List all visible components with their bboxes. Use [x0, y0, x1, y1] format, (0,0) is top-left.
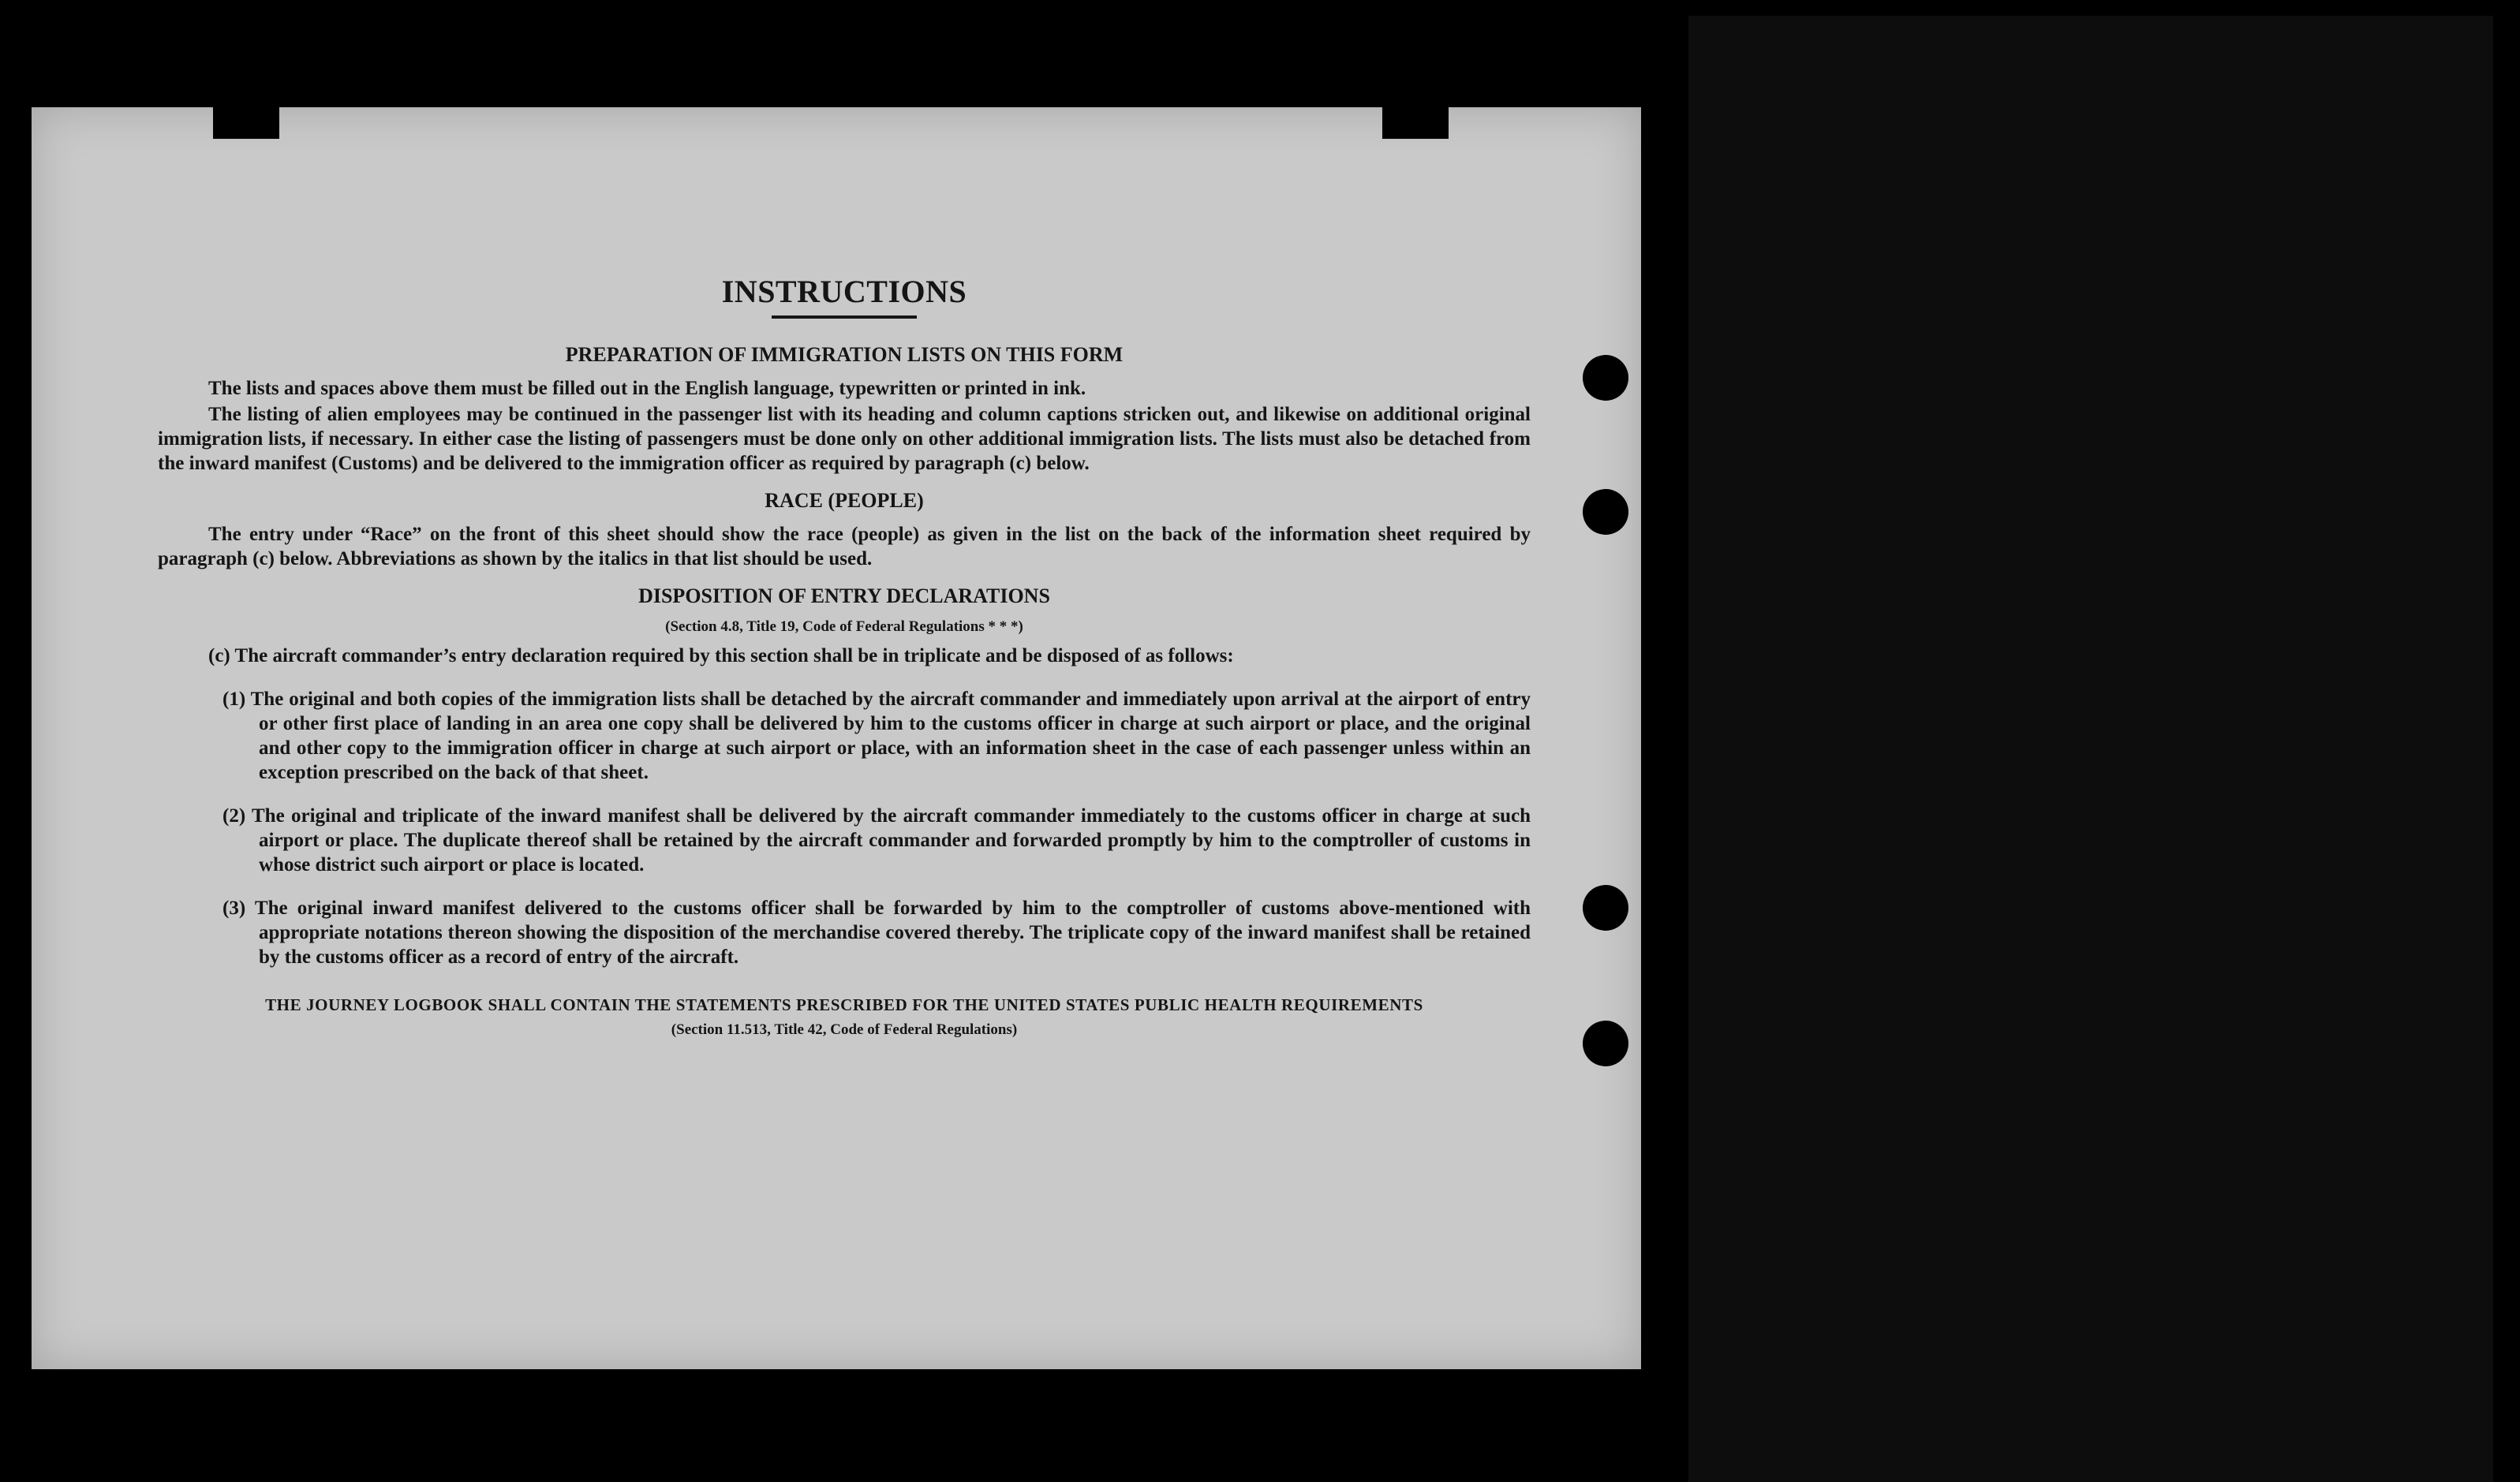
punch-hole	[1583, 1021, 1628, 1066]
section-heading-preparation: PREPARATION OF IMMIGRATION LISTS ON THIS FORM	[565, 343, 1124, 366]
paragraph-c-intro: (c) The aircraft commander’s entry declaration required by this section shall be in triplicate and be disposed of as follows:	[208, 645, 1234, 666]
binding-tab-left	[213, 107, 279, 139]
list-item: (3) The original inward manifest delivered to the customs officer shall be forwarded by him to the comptroller of customs above-mentioned with appropriate notations thereon showing the disposition of the merchandise covered thereby. The triplicate copy of the inward manifest shall be retained by the customs officer as a record of entry of the aircraft.	[222, 898, 1531, 968]
title-underline	[772, 315, 917, 319]
punch-hole	[1583, 355, 1628, 401]
footer-statement: THE JOURNEY LOGBOOK SHALL CONTAIN THE STATEMENTS PRESCRIBED FOR THE UNITED STATES PUBLIC HEALTH REQUIREMENTS	[265, 995, 1423, 1014]
punch-hole	[1583, 489, 1628, 535]
binding-tab-right	[1382, 107, 1449, 139]
list-item: (2) The original and triplicate of the inward manifest shall be delivered by the aircraft commander immediately to the customs officer in charge at such airport or place. The duplicate thereof shall be retained by the aircraft commander and forwarded promptly by him to the comptroller of customs in whose district such airport or place is located.	[222, 805, 1531, 875]
punch-hole	[1583, 885, 1628, 931]
section-heading-disposition: DISPOSITION OF ENTRY DECLARATIONS	[638, 584, 1050, 607]
paragraph-race: The entry under “Race” on the front of this sheet should show the race (people) as given in the list on the back of the information sheet required by paragraph (c) below. Abbreviations as shown by the italics in that list should be used.	[158, 524, 1531, 569]
section-heading-race: RACE (PEOPLE)	[765, 489, 924, 512]
paragraph-alien-employees: The listing of alien employees may be continued in the passenger list with its heading and column captions stricken out, and likewise on additional original immigration lists, if necessary. In either case the listing of passengers must be done only on other additional immigration lists. The lists must also be detached from the inward manifest (Customs) and be delivered to the immigration officer as required by paragraph (c) below.	[158, 404, 1531, 474]
paragraph-language: The lists and spaces above them must be filled out in the English language, typewritten or printed in ink.	[208, 378, 1086, 399]
document-page	[32, 107, 1641, 1369]
page-title: INSTRUCTIONS	[721, 274, 967, 309]
footer-citation: (Section 11.513, Title 42, Code of Federal Regulations)	[671, 1021, 1018, 1038]
scan-background	[1688, 16, 2493, 1482]
instructions-content	[158, 273, 1531, 1042]
list-item: (1) The original and both copies of the immigration lists shall be detached by the aircraft commander and immediately upon arrival at the airport of entry or other first place of landing in an area one copy shall be delivered by him to the customs officer in charge at such airport or place, and the original and other copy to the immigration officer in charge at such airport or place, with an information sheet in the case of each passenger unless within an exception prescribed on the back of that sheet.	[222, 689, 1531, 783]
scan-edge	[2499, 0, 2520, 1482]
section-citation: (Section 4.8, Title 19, Code of Federal Regulations * * *)	[665, 618, 1023, 635]
